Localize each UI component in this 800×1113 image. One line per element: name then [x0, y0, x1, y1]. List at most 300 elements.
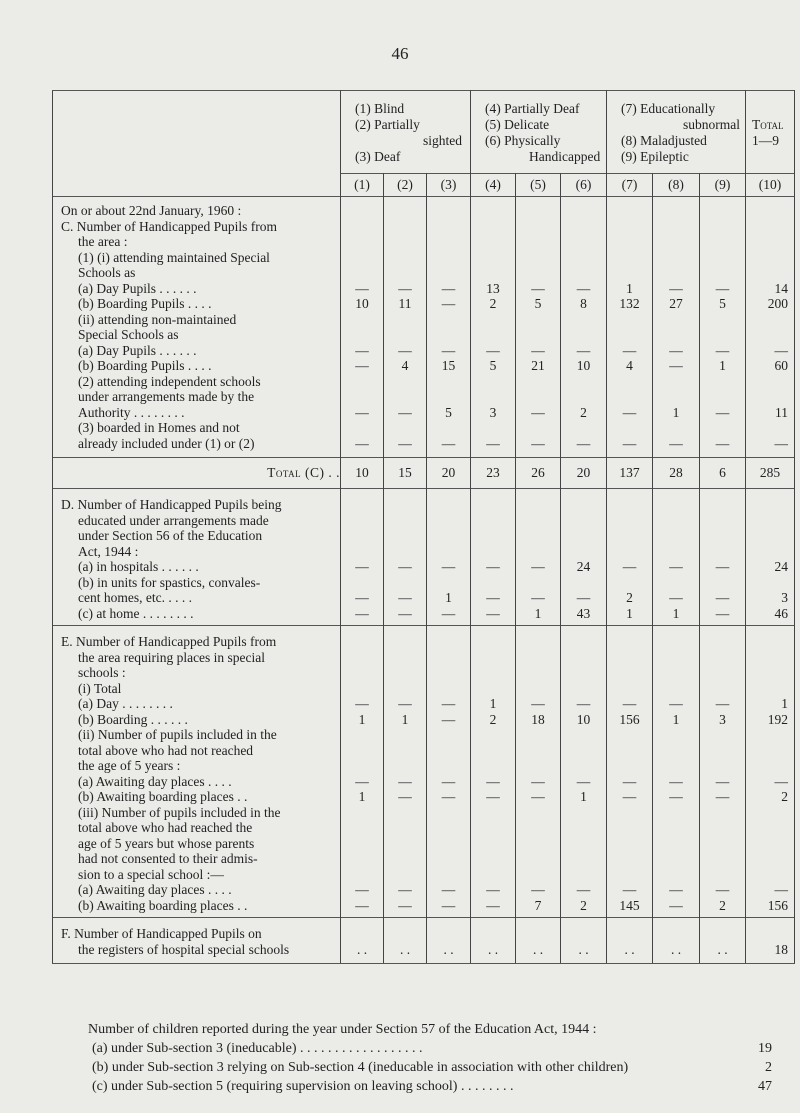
value-cell	[746, 544, 794, 560]
column-number: (9)	[700, 173, 745, 196]
value-cell	[341, 250, 383, 266]
value-cell	[516, 758, 560, 774]
value-cell	[700, 374, 745, 390]
value-cell	[516, 265, 560, 281]
value-cell	[471, 234, 515, 250]
value-cell: —	[486, 605, 500, 621]
value-cell: —	[576, 280, 591, 296]
value-cell	[653, 327, 699, 343]
value-cell: —	[715, 773, 730, 789]
value-cell	[561, 681, 606, 697]
value-cell	[561, 758, 606, 774]
value-cell	[427, 836, 470, 852]
description-line: (b) in units for spastics, convales-	[78, 574, 261, 590]
value-cell: 2	[580, 897, 587, 913]
value-cell	[700, 820, 745, 836]
value-cell: —	[398, 773, 412, 789]
value-cell	[653, 634, 699, 650]
value-cell	[653, 575, 699, 591]
value-cell	[607, 265, 652, 281]
value-cell: 11	[398, 296, 412, 311]
value-cell	[607, 820, 652, 836]
value-cell: —	[774, 435, 789, 451]
value-cell	[607, 528, 652, 544]
value-cell	[746, 497, 794, 513]
header-group-3-line: (7) Educationally	[621, 101, 716, 116]
value-cell: —	[355, 696, 369, 711]
value-cell	[341, 203, 383, 219]
value-cell: 27	[669, 296, 683, 311]
value-cell	[700, 265, 745, 281]
value-cell: —	[355, 435, 369, 451]
description-line: schools :	[78, 665, 126, 680]
value-cell	[341, 681, 383, 697]
value-cell	[516, 219, 560, 235]
value-cell	[561, 513, 606, 529]
value-cell: —	[576, 435, 591, 451]
value-cell	[341, 513, 383, 529]
value-cell: 5	[719, 296, 726, 311]
description-line: (1) (i) attending maintained Special	[78, 249, 270, 265]
value-cell	[341, 312, 383, 328]
value-cell	[516, 867, 560, 883]
value-cell: —	[622, 882, 637, 897]
value-cell	[427, 497, 470, 513]
value-cell	[384, 312, 426, 328]
value-cell	[471, 650, 515, 666]
description-line: (i) Total	[78, 680, 122, 696]
value-cell	[384, 575, 426, 591]
value-cell	[561, 836, 606, 852]
header-group-1-line: (1) Blind	[355, 101, 405, 116]
value-cell	[384, 836, 426, 852]
column-number: (7)	[607, 173, 652, 196]
value-cell	[427, 743, 470, 759]
value-column	[384, 489, 427, 626]
value-cell	[471, 497, 515, 513]
value-cell: —	[669, 435, 683, 451]
description-line: had not consented to their admis-	[78, 851, 258, 866]
value-cell: —	[669, 358, 683, 373]
value-cell	[746, 327, 794, 343]
value-cell: —	[531, 696, 545, 711]
header-group-3	[607, 91, 746, 174]
value-cell: —	[355, 404, 369, 420]
value-cell	[427, 544, 470, 560]
value-cell: —	[531, 342, 545, 358]
value-cell	[700, 513, 745, 529]
value-cell	[607, 497, 652, 513]
value-cell	[700, 250, 745, 266]
value-cell	[746, 575, 794, 591]
description-line: Schools as	[78, 265, 136, 280]
value-cell: —	[576, 773, 591, 789]
description-line: cent homes, etc. . . . .	[78, 590, 192, 605]
value-cell	[561, 265, 606, 281]
value-cell	[471, 420, 515, 436]
value-cell	[341, 867, 383, 883]
value-cell: —	[398, 882, 412, 897]
value-cell	[653, 665, 699, 681]
total-c-value: 15	[384, 458, 427, 489]
value-cell: 2	[580, 404, 587, 420]
description-line: the age of 5 years :	[78, 758, 181, 773]
value-cell	[471, 820, 515, 836]
value-cell	[653, 544, 699, 560]
description-line: (a) Day Pupils . . . . . .	[78, 280, 197, 296]
value-cell	[516, 389, 560, 405]
value-cell	[653, 250, 699, 266]
value-cell	[607, 327, 652, 343]
description-line: total above who had reached the	[78, 820, 253, 835]
value-cell: —	[715, 590, 730, 605]
value-cell: —	[486, 882, 500, 897]
handicapped-pupils-table	[52, 90, 795, 964]
value-cell: —	[774, 342, 789, 358]
value-cell	[516, 820, 560, 836]
value-cell: —	[355, 358, 369, 373]
value-cell	[516, 250, 560, 266]
value-cell	[341, 634, 383, 650]
value-cell	[384, 805, 426, 821]
value-cell: —	[774, 773, 789, 789]
value-cell	[341, 805, 383, 821]
value-cell	[607, 234, 652, 250]
value-cell	[384, 681, 426, 697]
value-column	[561, 626, 607, 918]
value-cell	[384, 867, 426, 883]
value-cell: 24	[576, 559, 591, 574]
description-line: the registers of hospital special schools	[78, 941, 290, 957]
value-column	[471, 197, 516, 458]
value-column	[561, 918, 607, 964]
value-cell	[516, 497, 560, 513]
value-cell	[653, 203, 699, 219]
value-cell: 1	[672, 711, 680, 727]
value-cell	[746, 250, 794, 266]
value-column	[341, 626, 384, 918]
value-cell: 1	[401, 711, 409, 727]
section-e	[53, 626, 795, 918]
value-cell: —	[398, 280, 412, 296]
value-cell	[700, 544, 745, 560]
header-blank-cell	[53, 91, 341, 197]
value-cell: 46	[774, 605, 789, 621]
value-cell: —	[441, 435, 456, 451]
header-group-2-line: (5) Delicate	[485, 117, 550, 132]
description-line: Authority . . . . . . . .	[78, 404, 185, 420]
value-cell	[384, 528, 426, 544]
value-cell: —	[715, 789, 730, 804]
description-line: (a) Day . . . . . . . .	[78, 696, 173, 711]
value-cell: 3	[781, 590, 789, 605]
value-cell	[516, 650, 560, 666]
value-cell: —	[669, 696, 683, 711]
value-cell	[607, 513, 652, 529]
value-cell	[561, 820, 606, 836]
description-line: (b) Boarding Pupils . . . .	[78, 358, 212, 373]
value-column	[607, 918, 653, 964]
value-cell: —	[669, 559, 683, 574]
value-cell	[516, 234, 560, 250]
value-cell	[341, 544, 383, 560]
value-cell	[746, 665, 794, 681]
value-cell: —	[398, 559, 412, 574]
note-text: (b) under Sub-section 3 relying on Sub-section 4 (ineducable in association with other children)	[92, 1060, 629, 1075]
column-number: (8)	[653, 173, 699, 196]
value-cell	[384, 743, 426, 759]
value-column	[607, 626, 653, 918]
description-line: (3) boarded in Homes and not	[78, 420, 240, 435]
value-cell: 10	[576, 358, 591, 373]
value-cell	[471, 681, 515, 697]
value-column	[471, 626, 516, 918]
section-d	[53, 489, 795, 626]
value-cell	[607, 203, 652, 219]
description-line: total above who had not reached	[78, 742, 254, 758]
value-cell: —	[441, 897, 456, 913]
note-item	[92, 1039, 772, 1058]
total-c-value: 20	[561, 458, 607, 489]
value-cell: 1	[489, 696, 497, 711]
value-cell	[561, 234, 606, 250]
total-c-value: 6	[700, 458, 746, 489]
value-column	[746, 197, 795, 458]
value-column	[427, 626, 471, 918]
value-cell: —	[441, 296, 456, 311]
value-cell: 5	[489, 358, 497, 373]
value-cell	[746, 219, 794, 235]
value-cell: —	[669, 882, 683, 897]
value-cell: 1	[580, 789, 587, 804]
column-number: (10)	[746, 173, 794, 196]
value-cell: 2	[626, 590, 633, 605]
value-cell	[746, 634, 794, 650]
value-cell: —	[715, 882, 730, 897]
value-cell	[516, 203, 560, 219]
section-description	[53, 626, 341, 918]
header-group-3-line: (9) Epileptic	[621, 149, 689, 164]
value-cell	[746, 265, 794, 281]
value-cell: 200	[767, 296, 789, 311]
note-item	[92, 1077, 772, 1096]
value-cell	[341, 265, 383, 281]
note-value: 47	[758, 1079, 772, 1094]
value-cell	[700, 219, 745, 235]
value-cell	[653, 758, 699, 774]
value-cell	[746, 727, 794, 743]
value-cell	[653, 743, 699, 759]
value-cell	[561, 575, 606, 591]
value-cell	[607, 374, 652, 390]
section-57-notes	[88, 1020, 772, 1096]
value-cell	[427, 634, 470, 650]
header-group-1-line: sighted	[423, 133, 462, 148]
value-cell: —	[398, 605, 412, 621]
value-cell	[427, 727, 470, 743]
value-cell	[746, 234, 794, 250]
value-column	[427, 918, 471, 964]
value-cell	[471, 634, 515, 650]
value-cell	[607, 650, 652, 666]
value-cell: —	[355, 897, 369, 913]
value-cell: 156	[767, 897, 789, 913]
value-cell	[341, 528, 383, 544]
value-cell	[427, 250, 470, 266]
value-cell: . .	[624, 941, 635, 957]
value-cell: —	[669, 897, 683, 913]
column-number: (5)	[516, 173, 560, 196]
value-cell: —	[486, 789, 500, 804]
value-cell: —	[441, 773, 456, 789]
value-cell: . .	[487, 941, 499, 957]
value-cell	[561, 665, 606, 681]
total-c-row	[53, 458, 795, 489]
value-cell: 145	[619, 897, 640, 913]
note-item	[92, 1058, 772, 1077]
value-cell: —	[355, 882, 369, 897]
value-cell: —	[486, 773, 500, 789]
value-cell	[561, 634, 606, 650]
value-column	[341, 197, 384, 458]
description-line: under arrangements made by the	[78, 389, 255, 404]
value-column	[427, 197, 471, 458]
value-cell	[700, 727, 745, 743]
value-cell	[607, 681, 652, 697]
value-cell: —	[576, 590, 591, 605]
value-cell	[746, 836, 794, 852]
value-column	[384, 918, 427, 964]
value-cell: —	[576, 882, 591, 897]
value-cell	[653, 867, 699, 883]
value-cell	[561, 867, 606, 883]
value-cell	[471, 265, 515, 281]
value-cell	[427, 851, 470, 867]
value-cell	[516, 374, 560, 390]
value-column	[746, 626, 795, 918]
value-cell	[561, 727, 606, 743]
header-group-1-line: (2) Partially	[355, 117, 420, 132]
description-line: (2) attending independent schools	[78, 373, 261, 389]
header-total-range: 1—9	[752, 133, 780, 148]
value-column	[561, 197, 607, 458]
value-cell	[384, 250, 426, 266]
value-cell: —	[355, 590, 369, 605]
value-cell: 2	[489, 711, 497, 727]
value-cell: —	[355, 605, 369, 621]
note-value: 2	[765, 1060, 772, 1075]
value-cell: —	[622, 559, 637, 574]
value-cell	[746, 743, 794, 759]
value-cell: —	[531, 559, 545, 574]
description-line: (ii) Number of pupils included in the	[78, 727, 277, 742]
note-value: 19	[758, 1041, 772, 1056]
value-cell	[384, 926, 426, 942]
value-cell: 10	[355, 296, 369, 311]
value-cell	[746, 851, 794, 867]
value-column	[516, 197, 561, 458]
description-line: (a) Awaiting day places . . . .	[78, 882, 232, 897]
value-cell	[746, 420, 794, 436]
header-group-2-line: Handicapped	[529, 149, 601, 164]
value-cell	[471, 665, 515, 681]
value-cell: —	[441, 605, 456, 621]
value-cell: 18	[774, 941, 789, 957]
section-description	[53, 918, 341, 964]
value-cell: 11	[775, 404, 789, 420]
value-cell	[653, 650, 699, 666]
value-cell: 1	[358, 711, 366, 727]
value-cell	[471, 851, 515, 867]
value-cell	[561, 497, 606, 513]
value-cell	[384, 265, 426, 281]
value-cell	[427, 420, 470, 436]
value-cell	[561, 528, 606, 544]
value-cell: 7	[534, 897, 542, 913]
header-total-label: Total	[752, 117, 784, 132]
value-column	[427, 489, 471, 626]
value-cell: —	[486, 342, 500, 358]
value-cell	[561, 743, 606, 759]
value-cell: —	[486, 559, 500, 574]
value-cell	[653, 836, 699, 852]
value-cell: 5	[534, 296, 542, 311]
value-cell	[700, 312, 745, 328]
value-cell: —	[486, 897, 500, 913]
value-cell	[341, 389, 383, 405]
description-line: (a) in hospitals . . . . . .	[78, 559, 199, 574]
value-cell	[427, 575, 470, 591]
value-cell	[471, 312, 515, 328]
value-cell	[700, 234, 745, 250]
value-cell	[516, 544, 560, 560]
value-cell	[700, 203, 745, 219]
value-cell: 3	[489, 404, 497, 420]
column-number: (2)	[384, 173, 426, 196]
value-cell	[607, 867, 652, 883]
value-cell	[516, 513, 560, 529]
value-cell: —	[715, 404, 730, 420]
value-cell: 1	[445, 590, 452, 605]
value-cell	[607, 634, 652, 650]
description-line: (c) at home . . . . . . . .	[78, 605, 194, 621]
value-cell: —	[398, 789, 412, 804]
description-line: D. Number of Handicapped Pupils being	[61, 497, 282, 512]
value-cell: 1	[781, 696, 789, 711]
value-cell	[384, 634, 426, 650]
value-cell	[561, 926, 606, 942]
value-column	[607, 197, 653, 458]
value-cell	[607, 420, 652, 436]
value-cell	[746, 867, 794, 883]
value-cell: —	[715, 342, 730, 358]
value-cell	[607, 851, 652, 867]
value-cell: —	[715, 696, 730, 711]
value-cell	[427, 867, 470, 883]
value-cell	[561, 544, 606, 560]
value-cell: —	[669, 789, 683, 804]
value-cell	[561, 203, 606, 219]
value-cell: —	[398, 897, 412, 913]
value-cell	[607, 219, 652, 235]
value-cell	[746, 528, 794, 544]
description-line: (b) Awaiting boarding places . .	[78, 789, 248, 804]
column-number: (1)	[341, 173, 383, 196]
value-cell	[653, 374, 699, 390]
value-cell: —	[531, 789, 545, 804]
value-cell: —	[669, 342, 683, 358]
value-cell	[427, 374, 470, 390]
